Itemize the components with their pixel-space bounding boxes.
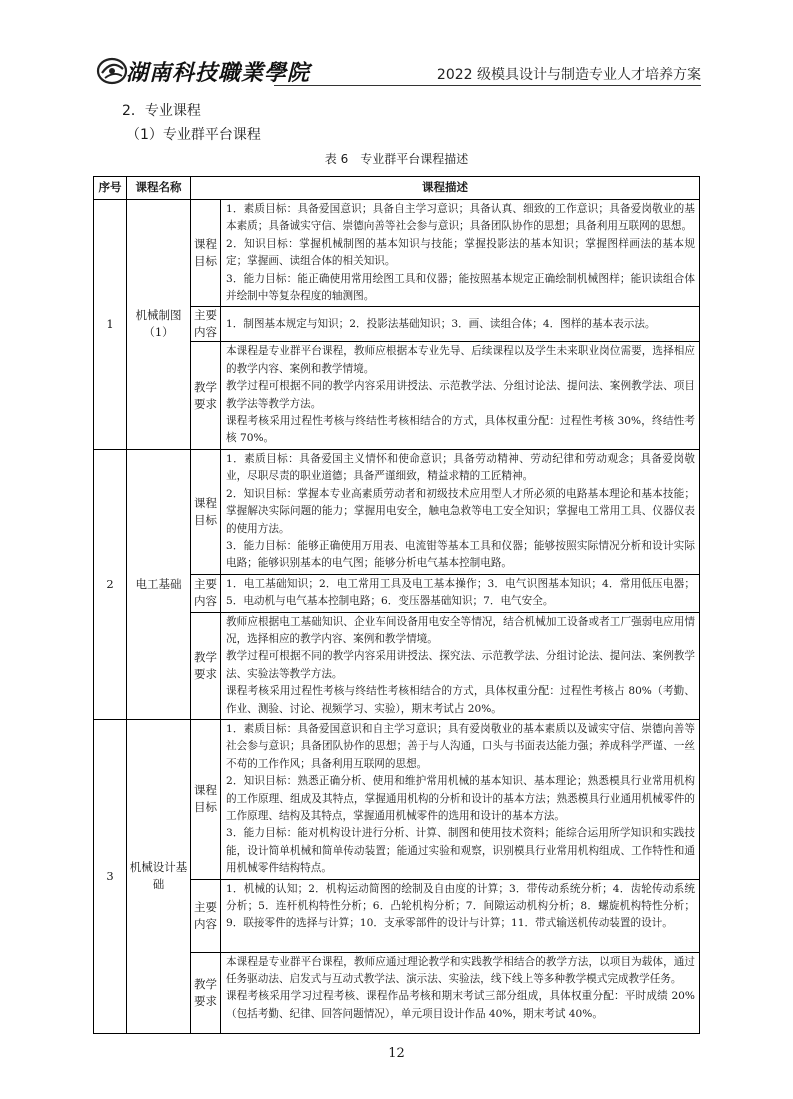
requirement-item: 教学过程可根据不同的教学内容采用讲授法、示范教学法、分组讨论法、提问法、案例教学法、项目教学法等教学方法。 (226, 380, 695, 410)
content-label: 主要内容 (191, 307, 221, 342)
course-content: 1．机械的认知；2．机构运动简图的绘制及自由度的计算；3．带传动系统分析；4．齿轮传动系统分析；5．连杆机构特性分析；6．凸轮机构分析；7．间隙运动机构分析；8．螺旋机构特性分析；9．联接零件的选择与计算；10．支承零部件的设计与计算；11．带式输送机传动装置的设计。 (221, 879, 700, 952)
requirement-item: 教师应根据电工基础知识、企业车间设备用电安全等情况，结合机械加工设备或者工厂强弱电应用情况，选择相应的教学内容、案例和教学情境。 (226, 615, 695, 645)
table-row (94, 449, 700, 719)
goal-item: 2．知识目标：掌握本专业高素质劳动者和初级技术应用型人才所必须的电路基本理论和基本技能；掌握解决实际问题的能力；掌握用电安全，触电急救等电工安全知识；掌握电工常用工具、仪器仪表的使用方法。 (226, 487, 695, 535)
goal-label: 课程目标 (191, 450, 221, 574)
table-row (94, 719, 700, 1033)
course-goal (221, 720, 700, 879)
school-name: 湖南科技職業學院 (126, 60, 311, 86)
requirement-item: 课程考核采用学习过程考核、课程作品考核和期末考试三部分组成，具体权重分配：平时成绩 20%（包括考勤、纪律、回答问题情况），单元项目设计作品 40%，期末考试 40%。 (226, 990, 695, 1020)
page-header (96, 52, 701, 88)
requirement-item: 课程考核采用过程性考核与终结性考核相结合的方式，具体权重分配：过程性考核 30%，终结性考核 70%。 (226, 415, 695, 445)
course-description (191, 449, 700, 719)
course-number: 2 (94, 449, 127, 719)
course-name: 机械制图（1） (127, 200, 191, 450)
requirement-item: 教学过程可根据不同的教学内容采用讲授法、探究法、示范教学法、分组讨论法、提问法、案例教学法、实验法等教学方法。 (226, 650, 695, 680)
course-requirements (221, 952, 700, 1033)
section-heading: 2．专业课程 (122, 103, 201, 119)
column-header-description: 课程描述 (191, 177, 700, 200)
goal-item: 1．素质目标：具备爱国意识；具备自主学习意识；具备认真、细致的工作意识；具备爱岗敬业的基本素质；具备诚实守信、崇德向善等社会参与意识；具备团队协作的思想；具备利用互联网的思想。 (226, 203, 695, 233)
course-requirements (221, 342, 700, 449)
course-requirements (221, 612, 700, 719)
content-label: 主要内容 (191, 879, 221, 952)
goal-item: 3．能力目标：能对机构设计进行分析、计算、制图和使用技术资料；能综合运用所学知识和实践技能，设计简单机械和简单传动装置；能通过实验和观察，识别模具行业常用机构组成、工作特性和通用机械零件结构特点。 (226, 827, 695, 875)
table-row (94, 200, 700, 450)
requirements-label: 教学要求 (191, 612, 221, 719)
course-goal (221, 200, 700, 307)
goal-item: 1．素质目标：具备爱国主义情怀和使命意识；具备劳动精神、劳动纪律和劳动观念；具备爱岗敬业，尽职尽责的职业道德；具备严谨细致，精益求精的工匠精神。 (226, 452, 695, 483)
course-name: 机械设计基础 (127, 719, 191, 1033)
course-description (191, 719, 700, 1033)
subsection-heading: （1）专业群平台课程 (126, 127, 261, 143)
requirement-item: 本课程是专业群平台课程，教师应根据本专业先导、后续课程以及学生未来职业岗位需要，选择相应的教学内容、案例和教学情境。 (226, 345, 695, 375)
course-content: 1．制图基本规定与知识；2．投影法基础知识；3．画、读组合体；4．图样的基本表示法。 (221, 307, 700, 342)
table-caption: 表 6 专业群平台课程描述 (324, 152, 469, 166)
goal-item: 2．知识目标：熟悉正确分析、使用和维护常用机械的基本知识、基本理论；熟悉模具行业常用机构的工作原理、组成及其特点，掌握通用机构的分析和设计的基本方法；熟悉模具行业通用机械零件的工作原理、结构及其特点，掌握通用机械零件的选用和设计的基本方法。 (226, 775, 695, 822)
course-number: 3 (94, 719, 127, 1033)
course-name: 电工基础 (127, 449, 191, 719)
table-header-row (94, 177, 700, 200)
goal-item: 3．能力目标：能够正确使用万用表、电流钳等基本工具和仪器；能够按照实际情况分析和设计实际电路；能够识别基本的电气图；能够分析电气基本控制电路。 (226, 539, 695, 570)
header-rule (274, 85, 701, 86)
column-header-course-name: 课程名称 (127, 177, 191, 200)
course-number: 1 (94, 200, 127, 450)
page-number: 12 (388, 1046, 405, 1061)
goal-item: 2．知识目标：掌握机械制图的基本知识与技能；掌握投影法的基本知识；掌握图样画法的基本规定；掌握画、读组合体的相关知识。 (226, 237, 695, 268)
column-header-no: 序号 (94, 177, 127, 200)
course-description-table (93, 176, 700, 1034)
content-label: 主要内容 (191, 574, 221, 612)
course-goal (221, 450, 700, 574)
goal-item: 1．素质目标：具备爱国意识和自主学习意识；具有爱岗敬业的基本素质以及诚实守信、崇德向善等社会参与意识；具备团队协作的思想；善于与人沟通，口头与书面表达能力强；养成科学严谨、一丝不苟的工作作风；具备利用互联网的思想。 (226, 722, 695, 770)
goal-label: 课程目标 (191, 720, 221, 879)
school-logo-icon (96, 56, 130, 86)
requirement-item: 课程考核采用过程性考核与终结性考核相结合的方式，具体权重分配：过程性考核占 80%（考勤、作业、测验、讨论、视频学习、实验），期末考试占 20%。 (226, 685, 695, 715)
goal-item: 3．能力目标：能正确使用常用绘图工具和仪器；能按照基本规定正确绘制机械图样；能识读组合体并绘制中等复杂程度的轴测图。 (226, 272, 695, 303)
requirements-label: 教学要求 (191, 342, 221, 449)
document-title: 2022 级模具设计与制造专业人才培养方案 (436, 67, 701, 83)
course-description (191, 200, 700, 450)
course-content: 1．电工基础知识；2．电工常用工具及电工基本操作；3．电气识图基本知识；4．常用低压电器；5．电动机与电气基本控制电路；6．变压器基础知识；7．电气安全。 (221, 574, 700, 612)
requirements-label: 教学要求 (191, 952, 221, 1033)
goal-label: 课程目标 (191, 200, 221, 307)
requirement-item: 本课程是专业群平台课程，教师应通过理论教学和实践教学相结合的教学方法，以项目为载体，通过任务驱动法、启发式与互动式教学法、演示法、实验法，线下线上等多种教学模式完成教学任务。 (226, 955, 695, 986)
